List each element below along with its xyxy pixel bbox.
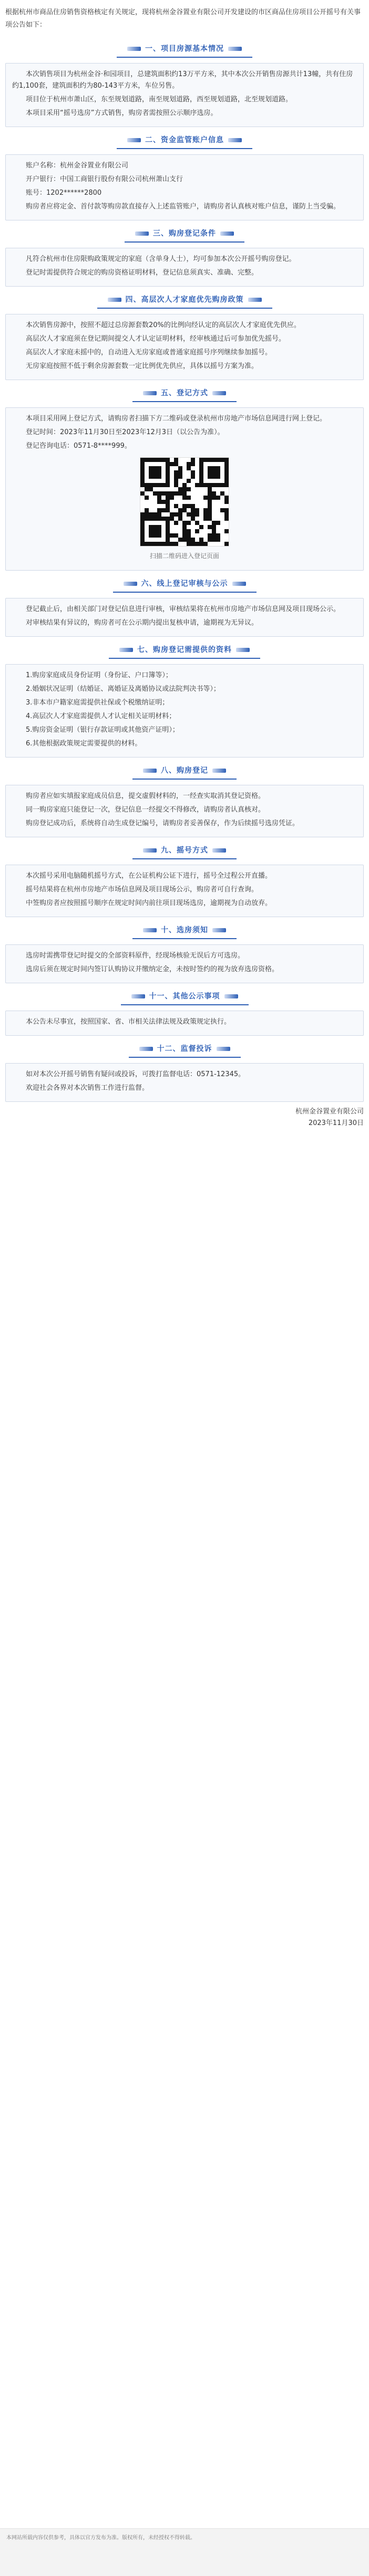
section-header (5, 578, 364, 593)
qr-code-block (12, 457, 357, 562)
section-paragraph: 欢迎社会各界对本次销售工作进行监督。 (26, 1084, 149, 1092)
section-title: 十、选房须知 (132, 924, 237, 939)
qr-caption: 扫描二维码进入登记页面 (149, 552, 219, 560)
section-header (5, 924, 364, 939)
section-8 (5, 765, 364, 837)
section-paragraph: 本公告未尽事宜，按照国家、省、市相关法律法规及政策规定执行。 (26, 1018, 231, 1026)
section-paragraph: 4.高层次人才家庭需提供人才认定相关证明材料； (26, 712, 176, 720)
section-body (5, 154, 364, 220)
signature-date: 2023年11月30日 (308, 1119, 364, 1127)
section-header (5, 228, 364, 243)
section-paragraph: 登记时需提供符合规定的购房资格证明材料，登记信息须真实、准确、完整。 (26, 269, 259, 277)
section-title: 二、资金监管账户信息 (117, 134, 252, 149)
section-paragraph: 购房登记成功后，系统将自动生成登记编号，请购房者妥善保存，作为后续摇号选房凭证。 (26, 819, 300, 827)
section-paragraph: 摇号结果将在杭州市房地产市场信息网及项目现场公示，购房者可自行查询。 (26, 886, 259, 893)
sections-container (0, 43, 369, 1102)
section-9 (5, 845, 364, 917)
section-paragraph: 2.婚姻状况证明（结婚证、离婚证及离婚协议或法院判决书等）； (26, 685, 220, 693)
section-paragraph: 本次销售项目为杭州金谷·和园项目，总建筑面积约13万平方米，其中本次公开销售房源共计13幢，共有住房约1,100套，建筑面积约为80-143平方米，车位另售。 (12, 70, 353, 90)
section-body (5, 865, 364, 917)
section-paragraph: 选房时需携带登记时提交的全部资料原件，经现场核验无误后方可选房。 (26, 952, 245, 960)
qr-code-icon[interactable] (140, 457, 229, 546)
section-paragraph: 3.非本市户籍家庭需提供社保或个税缴纳证明； (26, 699, 169, 707)
section-body (5, 785, 364, 837)
section-title: 八、购房登记 (132, 765, 237, 780)
section-title: 十二、监督投诉 (129, 1043, 241, 1058)
section-5 (5, 387, 364, 571)
section-paragraph: 本项目采用“摇号选房”方式销售，购房者需按照公示顺序选房。 (26, 109, 218, 117)
section-title: 六、线上登记审核与公示 (113, 578, 257, 593)
section-body (5, 1063, 364, 1102)
section-paragraph: 对审核结果有异议的，购房者可在公示期内提出复核申请，逾期视为无异议。 (26, 619, 259, 627)
section-paragraph: 高层次人才家庭未摇中的，自动进入无房家庭或普通家庭摇号序列继续参加摇号。 (26, 349, 272, 356)
section-title: 三、购房登记条件 (125, 228, 244, 243)
section-4 (5, 294, 364, 380)
section-header (5, 644, 364, 659)
section-body (5, 63, 364, 127)
section-paragraph: 项目位于杭州市萧山区，东至规划道路，南至规划道路，西至规划道路，北至规划道路。 (26, 96, 293, 103)
section-paragraph: 凡符合杭州市住房限购政策规定的家庭（含单身人士），均可参加本次公开摇号购房登记。 (26, 255, 296, 263)
section-header (5, 991, 364, 1005)
section-body (5, 1011, 364, 1036)
section-title: 七、购房登记需提供的资料 (109, 644, 260, 659)
page-footer: 本网站所载内容仅供参考，具体以官方发布为准。版权所有，未经授权不得转载。 (0, 2528, 369, 2576)
section-paragraph: 登记时间：2023年11月30日至2023年12月3日（以公告为准）。 (26, 428, 224, 436)
section-2 (5, 134, 364, 220)
signature-block (5, 1106, 364, 1129)
section-body (5, 248, 364, 287)
section-header (5, 294, 364, 309)
section-paragraph: 高层次人才家庭须在登记期间提交人才认定证明材料，经审核通过后可参加优先摇号。 (26, 335, 286, 343)
section-paragraph: 登记咨询电话：0571-8****999。 (26, 442, 131, 450)
section-1 (5, 43, 364, 127)
section-paragraph: 1.购房家庭成员身份证明（身份证、户口簿等）； (26, 671, 172, 679)
section-body (5, 944, 364, 983)
section-paragraph: 中签购房者应按照摇号顺序在规定时间内前往项目现场选房，逾期视为自动放弃。 (26, 899, 272, 907)
section-paragraph: 账号：1202******2800 (26, 189, 102, 197)
section-paragraph: 购房者应将定金、首付款等购房款直接存入上述监管账户，请购房者认真核对账户信息，谨防上当受骗。 (26, 203, 341, 211)
section-title: 十一、其他公示事项 (121, 991, 249, 1005)
section-paragraph: 账户名称：杭州金谷置业有限公司 (26, 162, 129, 170)
section-title: 九、摇号方式 (132, 845, 237, 859)
section-paragraph: 5.购房资金证明（银行存款证明或其他资产证明）； (26, 726, 179, 734)
section-title: 五、登记方式 (132, 387, 237, 402)
intro-paragraph: 根据杭州市商品住房销售资格核定有关规定，现将杭州金谷置业有限公司开发建设的市区商品住房项目公开摇号有关事项公告如下： (5, 8, 361, 29)
section-title: 四、高层次人才家庭优先购房政策 (97, 294, 272, 309)
section-header (5, 765, 364, 780)
section-6 (5, 578, 364, 637)
section-paragraph: 本次销售房源中，按照不超过总房源套数20%的比例向经认定的高层次人才家庭优先供应。 (26, 321, 301, 329)
signature-company: 杭州金谷置业有限公司 (295, 1108, 364, 1116)
section-body (5, 407, 364, 571)
section-paragraph: 购房者应如实填报家庭成员信息，提交虚假材料的，一经查实取消其登记资格。 (26, 792, 265, 800)
section-body (5, 664, 364, 758)
section-paragraph: 本次摇号采用电脑随机摇号方式，在公证机构公证下进行，摇号全过程公开直播。 (26, 872, 272, 880)
section-header (5, 134, 364, 149)
section-paragraph: 本项目采用网上登记方式，请购房者扫描下方二维码或登录杭州市房地产市场信息网进行网上登记。 (26, 415, 327, 423)
section-paragraph: 6.其他根据政策规定需要提供的材料。 (26, 740, 142, 748)
section-paragraph: 开户银行：中国工商银行股份有限公司杭州萧山支行 (26, 175, 183, 183)
section-10 (5, 924, 364, 983)
section-header (5, 43, 364, 58)
section-12 (5, 1043, 364, 1102)
section-body (5, 314, 364, 380)
section-7 (5, 644, 364, 758)
section-header (5, 1043, 364, 1058)
section-body (5, 598, 364, 637)
section-header (5, 387, 364, 402)
section-11 (5, 991, 364, 1036)
section-paragraph: 无房家庭按照不低于剩余房源套数一定比例优先供应，具体以摇号方案为准。 (26, 362, 259, 370)
section-paragraph: 同一购房家庭只能登记一次，登记信息一经提交不得修改，请购房者认真核对。 (26, 806, 265, 814)
section-paragraph: 如对本次公开摇号销售有疑问或投诉，可拨打监督电话：0571-12345。 (26, 1070, 245, 1078)
section-paragraph: 登记截止后，由相关部门对登记信息进行审核，审核结果将在杭州市房地产市场信息网及项目现场公示。 (26, 605, 341, 613)
section-3 (5, 228, 364, 287)
section-header (5, 845, 364, 859)
section-paragraph: 选房后须在规定时间内签订认购协议并缴纳定金，未按时签约的视为放弃选房资格。 (26, 965, 279, 973)
section-title: 一、项目房源基本情况 (117, 43, 252, 58)
